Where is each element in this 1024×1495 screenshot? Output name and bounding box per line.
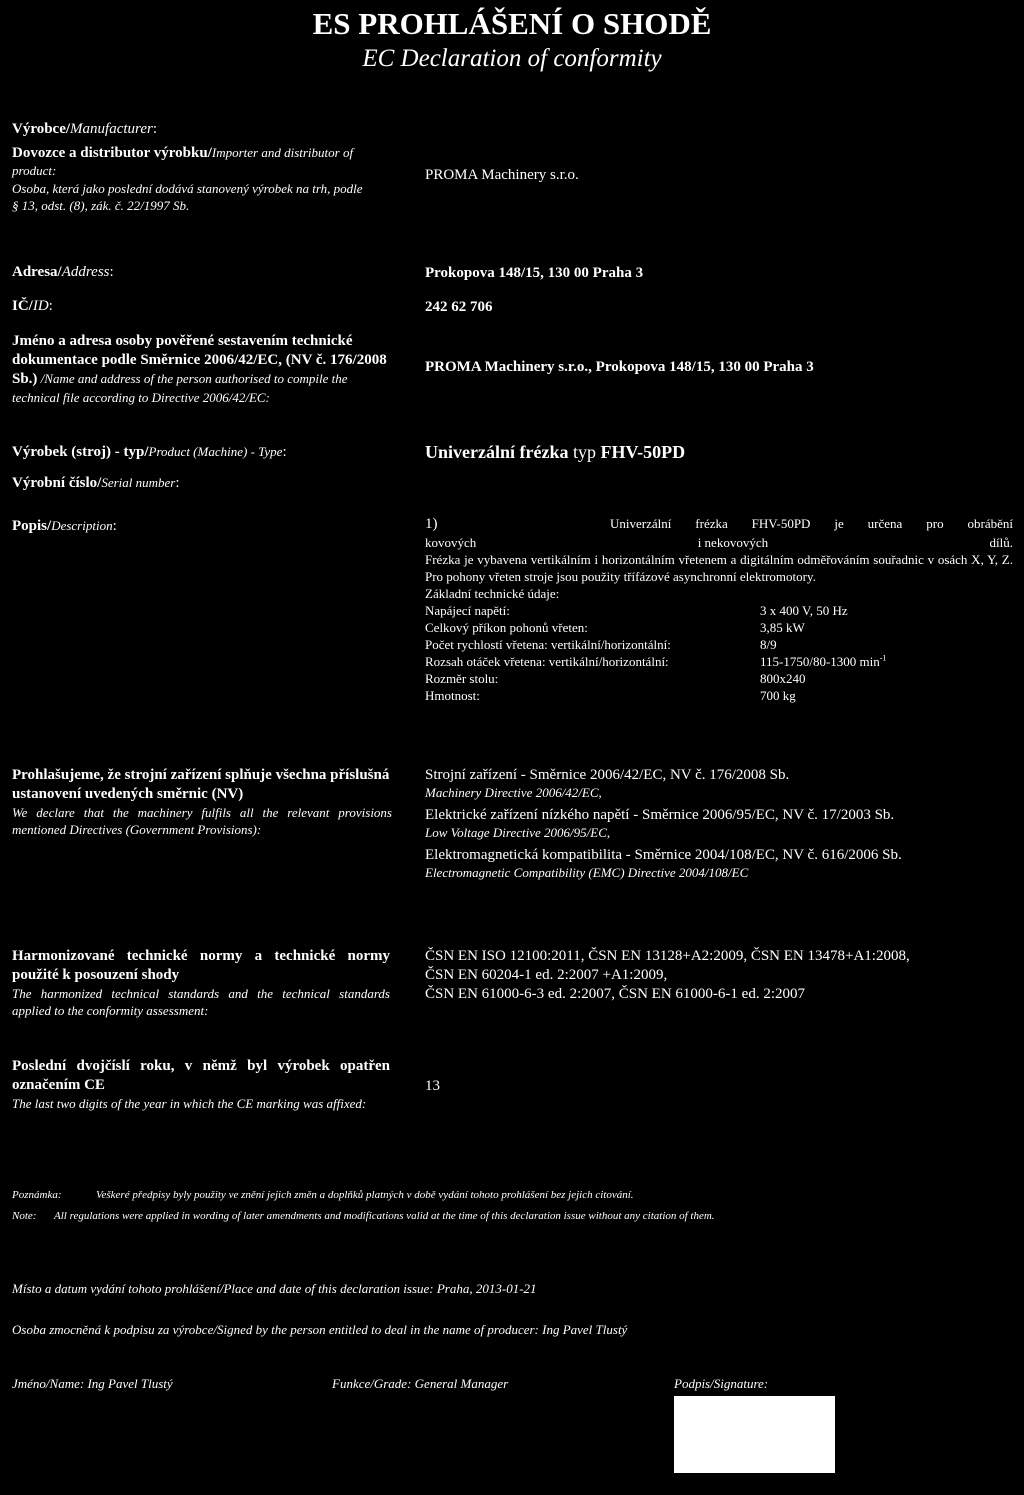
note-cz	[12, 1187, 634, 1204]
signature-label: Podpis/Signature:	[674, 1376, 769, 1391]
description-line2-a: kovových	[425, 535, 477, 550]
tech-doc-label	[12, 332, 387, 407]
serial-label-cz: Výrobní číslo/	[12, 475, 102, 491]
tech-param-row	[425, 670, 1013, 687]
description-line1	[425, 514, 1013, 534]
importer-label-en: Importer and distributor of product:	[12, 145, 354, 178]
ce-year-label-en: The last two digits of the year in which the CE marking was affixed:	[12, 1096, 367, 1111]
id-label	[12, 298, 392, 315]
tech-doc-label-cz: Jméno a adresa osoby pověřené sestavením technické dokumentace podle Směrnice 2006/42/EC, (NV č. 176/2008 Sb.)	[12, 333, 387, 387]
tech-param-value: 3 x 400 V, 50 Hz	[760, 603, 848, 618]
product-value-name: Univerzální frézka	[425, 442, 569, 462]
serial-label-en: Serial number	[101, 475, 176, 490]
tech-param-key: Počet rychlostí vřetena: vertikální/horizontální:	[425, 637, 671, 652]
standards-label-cz: Harmonizované technické normy a technické normy použité k posouzení shody	[12, 948, 390, 983]
manufacturer-label-suffix: :	[152, 121, 157, 137]
serial-label-suffix: :	[175, 475, 180, 491]
note-en-text: All regulations were applied in wording of later amendments and modifications valid at the time of this declaration issue without any citation of them.	[54, 1210, 715, 1222]
id-label-suffix: :	[48, 298, 53, 314]
description-body	[425, 514, 1013, 704]
importer-label-cz: Dovozce a distributor výrobku/	[12, 145, 212, 161]
address-label-cz: Adresa/	[12, 264, 62, 280]
standards-label	[12, 947, 390, 1019]
description-paragraph: Frézka je vybavena vertikálním i horizontálním vřetenem a digitálním odměřováním souřadnic v osách X, Y, Z. Pro pohony vřeten stroje jsou použity třífázové asynchronní elektromotory.	[425, 552, 1013, 584]
description-line2-b: i nekovových	[697, 535, 769, 550]
tech-doc-label-en: /Name and address of the person authorised to compile the technical file according to Directive 2006/42/EC:	[12, 371, 348, 405]
directive-en: Electromagnetic Compatibility (EMC) Directive 2004/108/EC	[425, 865, 749, 880]
serial-label	[12, 474, 392, 492]
declaration-label	[12, 766, 392, 838]
id-label-en: ID	[32, 298, 49, 314]
tech-data-heading: Základní technické údaje:	[425, 586, 560, 601]
tech-param-key: Napájecí napětí:	[425, 603, 510, 618]
tech-param-row	[425, 687, 1013, 704]
description-line1-text: Univerzální frézka FHV-50PD je určena pro obrábění	[610, 516, 1013, 531]
id-value: 242 62 706	[425, 299, 493, 315]
note-cz-text: Veškeré předpisy byly použity ve znění jejich změn a doplňků platných v době vydání tohoto prohlášení bez jejich citování.	[96, 1189, 634, 1201]
signer-grade: Funkce/Grade: General Manager	[332, 1376, 509, 1391]
description-label-suffix: :	[112, 518, 117, 534]
directive-cz: Elektrické zařízení nízkého napětí - Směrnice 2006/95/EC, NV č. 17/2003 Sb.	[425, 807, 895, 823]
description-label-en: Description	[51, 518, 113, 533]
importer-note: Osoba, která jako poslední dodává stanovený výrobek na trh, podle § 13, odst. (8), zák. č. 22/1997 Sb.	[12, 181, 363, 213]
page-subtitle: EC Declaration of conformity	[362, 45, 662, 72]
description-line1-number: 1)	[425, 516, 438, 532]
tech-param-value-sup: -1	[879, 653, 887, 663]
product-value	[425, 441, 685, 463]
ce-year-value: 13	[425, 1078, 440, 1094]
tech-param-value	[760, 653, 886, 670]
note-cz-label: Poznámka:	[12, 1189, 62, 1201]
address-label-en: Address	[61, 264, 110, 280]
tech-param-row	[425, 653, 1013, 670]
tech-params-list	[425, 602, 1013, 704]
tech-param-row	[425, 636, 1013, 653]
declaration-label-cz: Prohlašujeme, že strojní zařízení splňuje všechna příslušná ustanovení uvedených směrnic (NV)	[12, 767, 390, 802]
tech-param-key: Hmotnost:	[425, 688, 480, 703]
tech-doc-value: PROMA Machinery s.r.o., Prokopova 148/15, 130 00 Praha 3	[425, 359, 814, 375]
directive-cz: Strojní zařízení - Směrnice 2006/42/EC, NV č. 176/2008 Sb.	[425, 767, 790, 783]
address-value: Prokopova 148/15, 130 00 Praha 3	[425, 265, 644, 281]
importer-value: PROMA Machinery s.r.o.	[425, 167, 579, 183]
tech-param-value: 700 kg	[760, 688, 796, 703]
ce-year-label-cz: Poslední dvojčíslí roku, v němž byl výrobek opatřen označením CE	[12, 1058, 390, 1093]
manufacturer-label	[12, 121, 392, 138]
standards-list	[425, 947, 1020, 1004]
directive-en: Low Voltage Directive 2006/95/EC,	[425, 825, 611, 840]
place-date: Místo a datum vydání tohoto prohlášení/Place and date of this declaration issue: Praha, 2013-01-21	[12, 1281, 537, 1296]
ce-year-label	[12, 1057, 390, 1112]
tech-param-row	[425, 602, 1013, 619]
description-label-cz: Popis/	[12, 518, 52, 534]
note-en	[12, 1208, 715, 1225]
product-label-cz: Výrobek (stroj) - typ/	[12, 444, 149, 460]
address-label-suffix: :	[109, 264, 114, 280]
tech-param-value: 8/9	[760, 637, 777, 652]
tech-param-key: Rozsah otáček vřetena: vertikální/horizontální:	[425, 654, 669, 669]
description-line2-c: dílů.	[989, 535, 1013, 550]
manufacturer-label-cz: Výrobce/	[12, 121, 71, 137]
importer-label	[12, 144, 372, 214]
product-value-model: FHV-50PD	[600, 442, 686, 462]
product-label-en: Product (Machine) - Type	[148, 444, 283, 459]
signature-box	[674, 1396, 835, 1473]
tech-param-key: Rozměr stolu:	[425, 671, 499, 686]
tech-param-value: 800x240	[760, 671, 806, 686]
directive-en: Machinery Directive 2006/42/EC,	[425, 785, 602, 800]
product-label-suffix: :	[282, 444, 287, 460]
product-label	[12, 443, 392, 461]
note-en-label: Note:	[12, 1210, 37, 1222]
manufacturer-label-en: Manufacturer	[70, 121, 153, 137]
directives-list	[425, 766, 1015, 881]
description-label	[12, 517, 392, 535]
standards-label-en: The harmonized technical standards and the technical standards applied to the conformity assessment:	[12, 986, 390, 1018]
id-label-cz: IČ/	[12, 298, 33, 314]
address-label	[12, 264, 392, 281]
tech-param-key: Celkový příkon pohonů vřeten:	[425, 620, 588, 635]
page-title: ES PROHLÁŠENÍ O SHODĚ	[312, 6, 712, 41]
signer-name: Jméno/Name: Ing Pavel Tlustý	[12, 1376, 173, 1391]
standard-line: ČSN EN ISO 12100:2011, ČSN EN 13128+A2:2009, ČSN EN 13478+A1:2008,	[425, 948, 910, 964]
standard-line: ČSN EN 60204-1 ed. 2:2007 +A1:2009,	[425, 967, 668, 983]
declaration-label-en: We declare that the machinery fulfils all the relevant provisions mentioned Directives (Government Provisions):	[12, 805, 392, 837]
signed-by: Osoba zmocněná k podpisu za výrobce/Signed by the person entitled to deal in the name of producer: Ing Pavel Tlustý	[12, 1322, 628, 1337]
product-value-typ: typ	[568, 442, 601, 462]
tech-param-value: 3,85 kW	[760, 620, 805, 635]
description-line2	[425, 534, 1013, 551]
tech-param-row	[425, 619, 1013, 636]
tech-param-value-text: 115-1750/80-1300 min	[760, 654, 880, 669]
standard-line: ČSN EN 61000-6-3 ed. 2:2007, ČSN EN 61000-6-1 ed. 2:2007	[425, 986, 805, 1002]
directive-cz: Elektromagnetická kompatibilita - Směrnice 2004/108/EC, NV č. 616/2006 Sb.	[425, 847, 902, 863]
